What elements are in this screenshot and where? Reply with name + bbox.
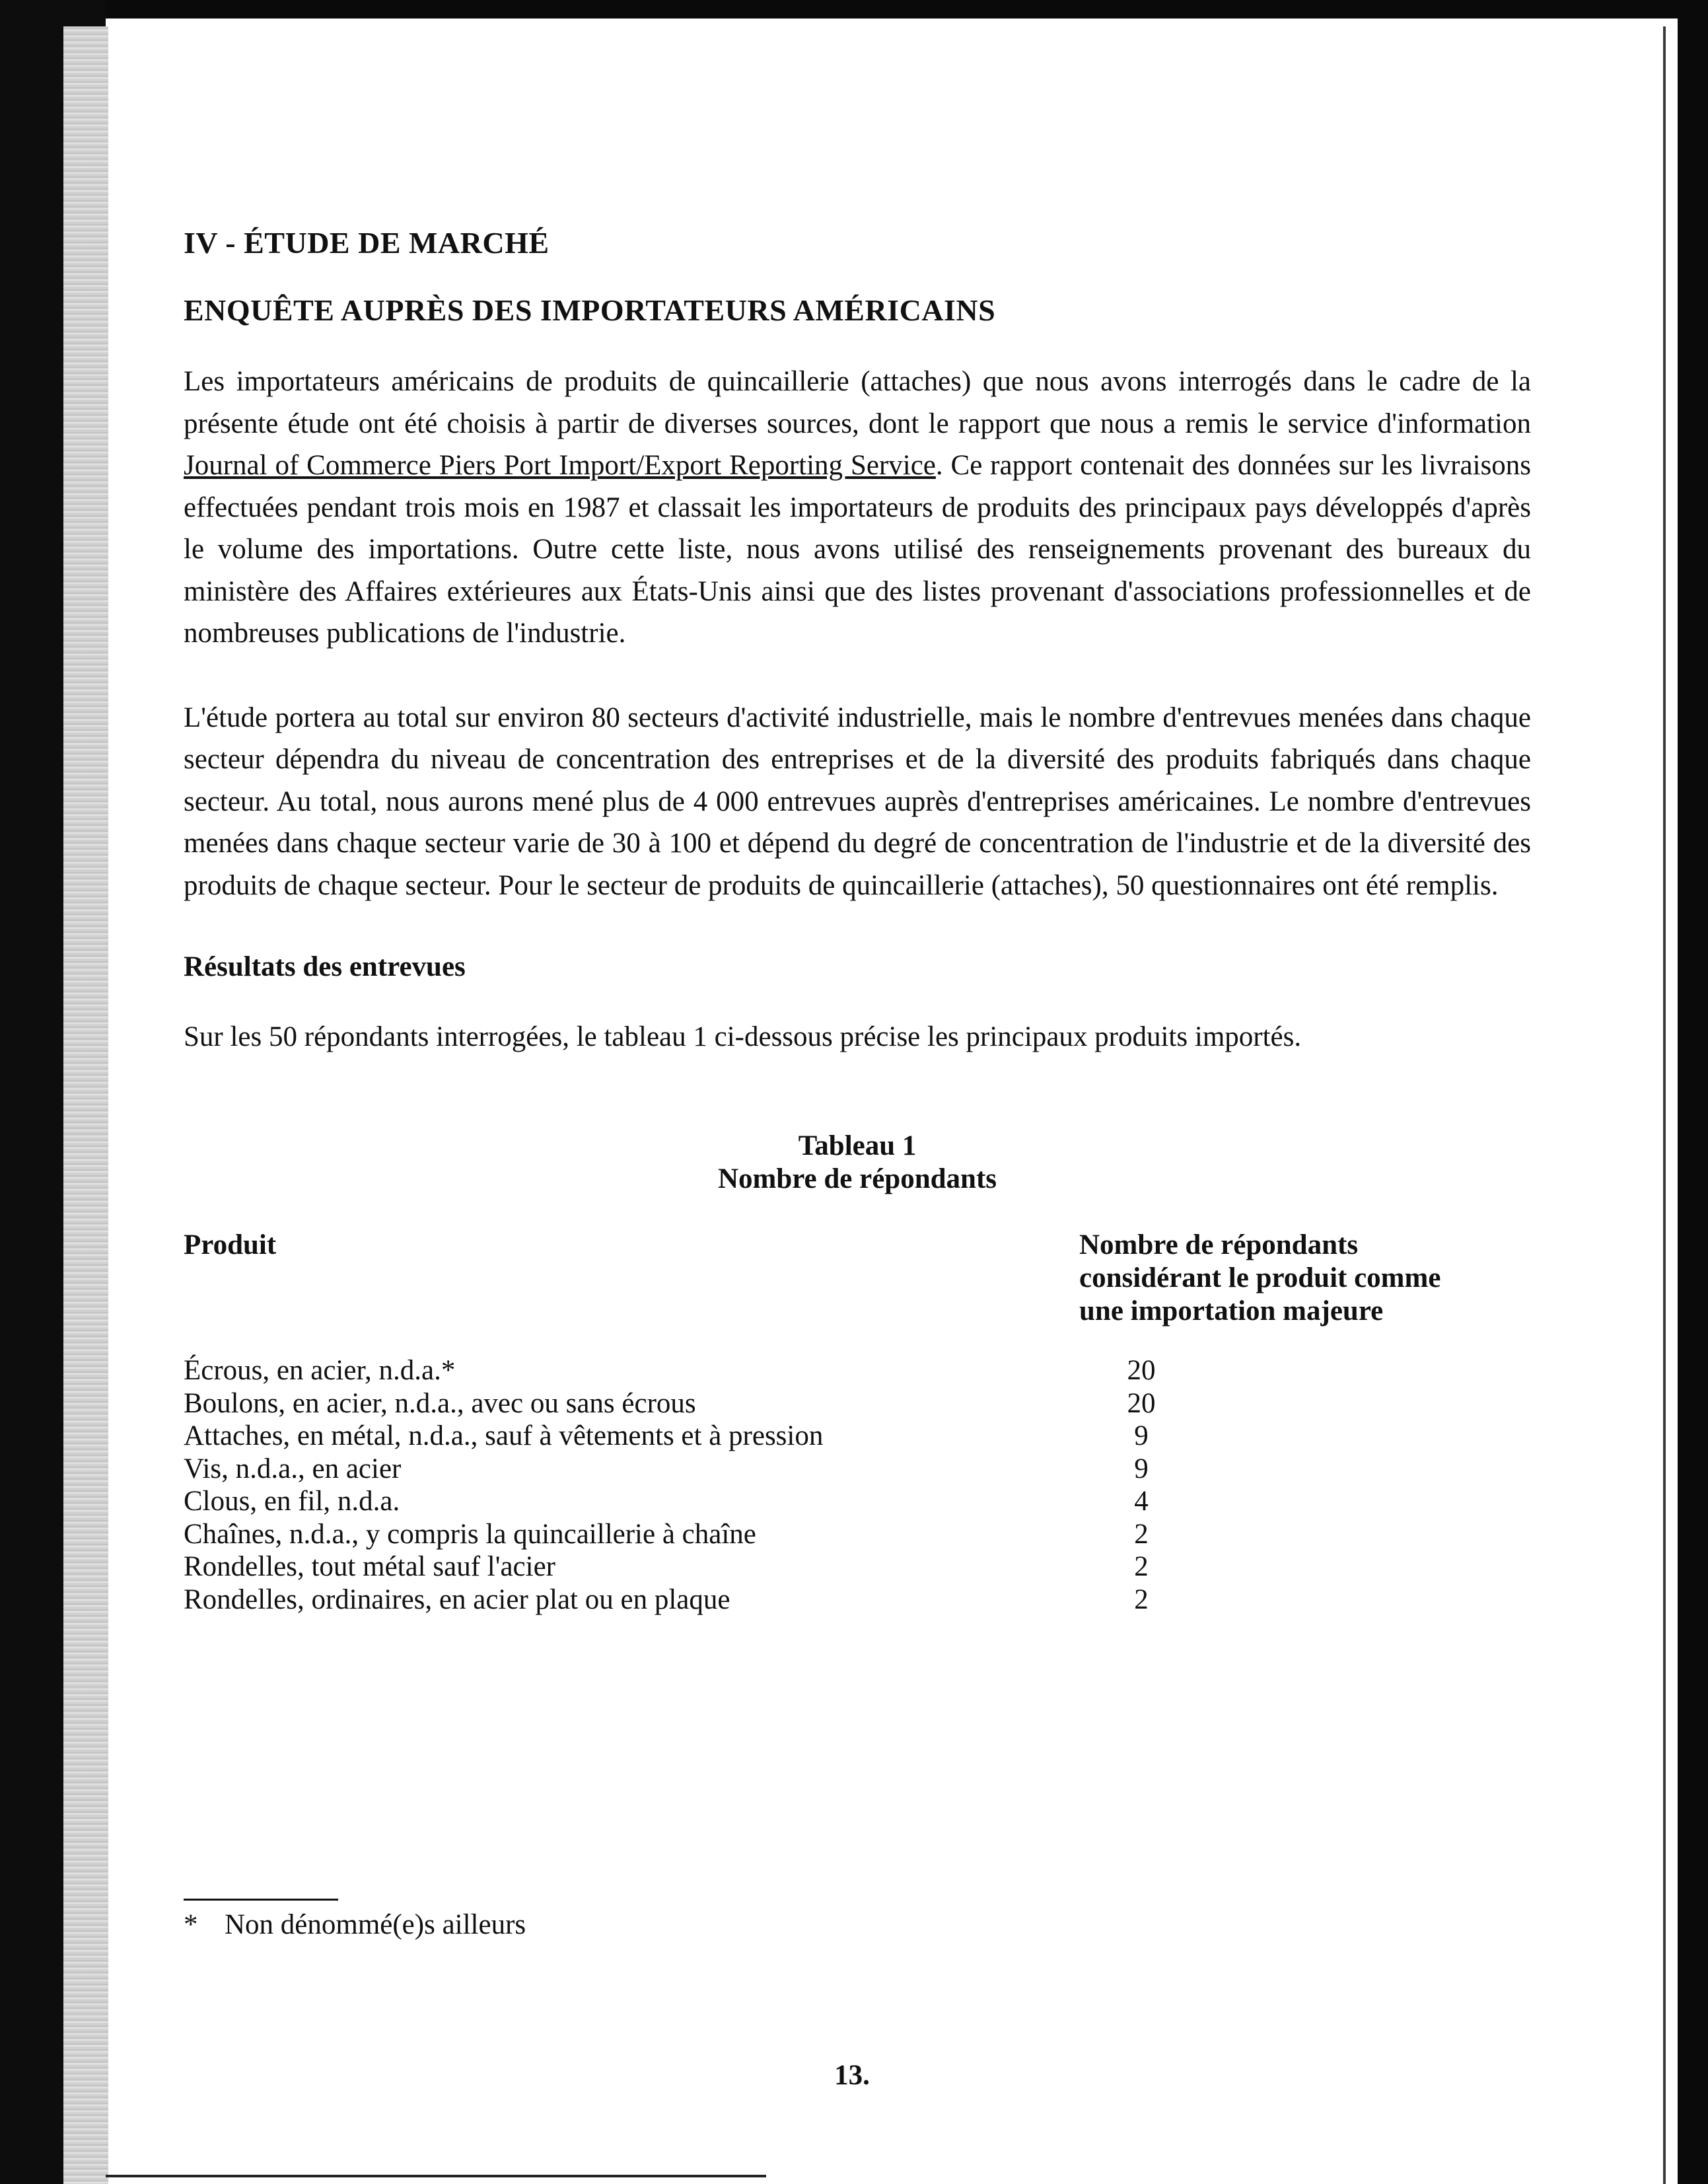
paragraph-sources (184, 361, 1531, 655)
row-product: Rondelles, tout métal sauf l'acier (184, 1551, 555, 1582)
scan-border-right (1678, 0, 1708, 2184)
row-count: 9 (1134, 1453, 1149, 1484)
table-row (184, 1453, 1531, 1486)
page-number: 13. (834, 2060, 870, 2091)
table-row (184, 1354, 1531, 1387)
row-count: 2 (1134, 1551, 1149, 1582)
scan-border-top (0, 0, 1708, 18)
table-title (184, 1130, 1531, 1196)
table-row (184, 1485, 1531, 1518)
row-product: Chaînes, n.d.a., y compris la quincaillerie à chaîne (184, 1518, 756, 1550)
row-count: 4 (1134, 1486, 1149, 1517)
row-count: 9 (1134, 1420, 1149, 1451)
scan-bottom-mark (106, 2175, 766, 2177)
column-header-product: Produit (184, 1229, 277, 1260)
table-header (184, 1229, 1531, 1354)
footnote (184, 1907, 526, 1944)
paragraph-sources-part2: . Ce rapport contenait des données sur les livraisons effectuées pendant trois mois en 1987 et classait les importateurs de produits des principaux pays développés d'après le volume des importations. Outre cette liste, nous avons utilisé des renseignements provenant des bureaux du ministère des Affaires extérieures aux États-Unis ainsi que des listes provenant d'associations professionnelles et de nombreuses publications de l'industrie. (184, 450, 1531, 649)
results-sentence: Sur les 50 répondants interrogées, le tableau 1 ci-dessous précise les principaux produits importés. (184, 1021, 1302, 1052)
row-product: Boulons, en acier, n.d.a., avec ou sans écrous (184, 1387, 696, 1419)
table-title-caption: Nombre de répondants (717, 1163, 997, 1194)
scan-edge-strip (63, 26, 108, 2184)
column-header-count (1079, 1229, 1528, 1328)
table-row (184, 1387, 1531, 1420)
section-heading: IV - ÉTUDE DE MARCHÉ (184, 226, 550, 260)
column-header-count-line2: considérant le produit comme (1079, 1262, 1441, 1293)
row-product: Attaches, en métal, n.d.a., sauf à vêtements et à pression (184, 1420, 824, 1451)
column-header-count-line1: Nombre de répondants (1079, 1229, 1359, 1260)
row-product: Écrous, en acier, n.d.a.* (184, 1355, 456, 1386)
row-count: 20 (1127, 1387, 1156, 1419)
journal-title: Journal of Commerce Piers Port Import/Export Reporting Service (184, 450, 936, 481)
table-row (184, 1420, 1531, 1453)
document-page (184, 225, 1531, 1616)
paragraph-sources-part1: Les importateurs américains de produits de quincaillerie (attaches) que nous avons interrogés dans le cadre de la présente étude ont été choisis à partir de diverses sources, dont le rapport que nous a remis le service d'information (184, 366, 1531, 439)
results-heading: Résultats des entrevues (184, 951, 466, 982)
subsection-heading: ENQUÊTE AUPRÈS DES IMPORTATEURS AMÉRICAINS (184, 293, 996, 327)
table-row (184, 1583, 1531, 1617)
table-row (184, 1550, 1531, 1583)
paragraph-study-scope: L'étude portera au total sur environ 80 secteurs d'activité industrielle, mais le nombre d'entrevues menées dans chaque secteur dépendra du niveau de concentration des entreprises et de la diversité des produits fabriqués dans chaque secteur. Au total, nous aurons mené plus de 4 000 entrevues auprès d'entreprises américaines. Le nombre d'entrevues menées dans chaque secteur varie de 30 à 100 et dépend du degré de concentration de l'industrie et de la diversité des produits de chaque secteur. Pour le secteur de produits de quincaillerie (attaches), 50 questionnaires ont été remplis. (184, 702, 1531, 901)
footnote-text: Non dénommé(e)s ailleurs (225, 1909, 526, 1940)
row-product: Vis, n.d.a., en acier (184, 1453, 402, 1484)
row-count: 2 (1134, 1518, 1149, 1550)
row-count: 20 (1127, 1355, 1156, 1386)
scan-edge-line (1663, 26, 1666, 2184)
row-product: Clous, en fil, n.d.a. (184, 1486, 400, 1517)
table-row (184, 1518, 1531, 1551)
footnote-marker: * (184, 1909, 198, 1940)
row-count: 2 (1134, 1583, 1149, 1615)
table-title-number: Tableau 1 (798, 1130, 917, 1161)
footnote-divider (184, 1899, 338, 1901)
column-header-count-line3: une importation majeure (1079, 1295, 1384, 1327)
row-product: Rondelles, ordinaires, en acier plat ou en plaque (184, 1583, 730, 1615)
table-body (184, 1354, 1531, 1616)
